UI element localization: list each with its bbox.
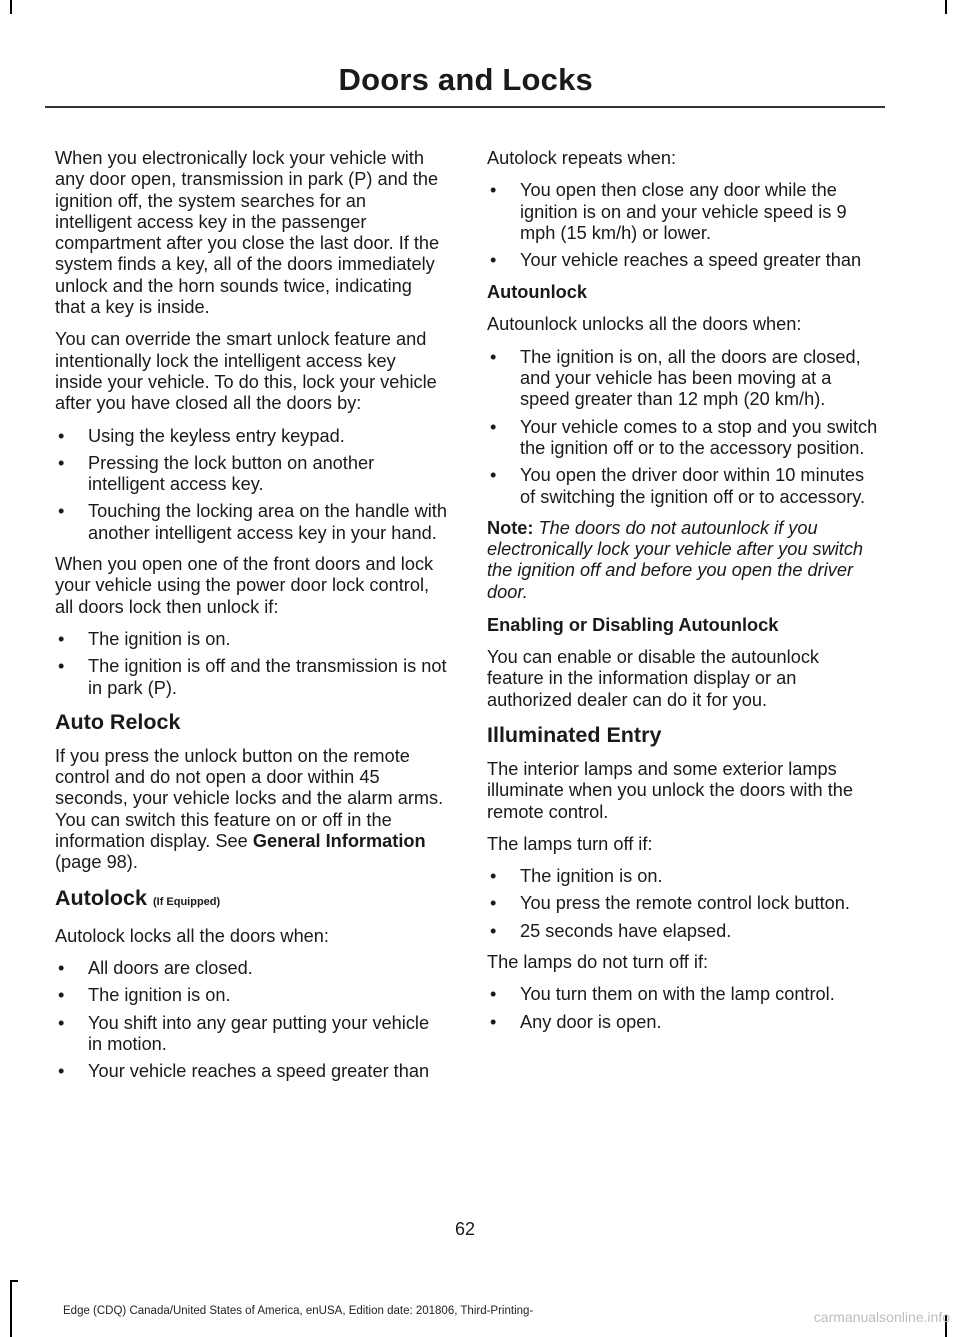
heading-qualifier: (If Equipped) [152, 895, 221, 908]
list-item: • All doors are closed. [55, 958, 447, 979]
list-item: • Using the keyless entry keypad. [55, 426, 447, 447]
list-item: • You open the driver door within 10 minutes of switching the ignition off or to accessory. [487, 465, 879, 508]
section-heading-illuminated-entry: Illuminated Entry [487, 722, 662, 747]
bullet-list [55, 426, 447, 544]
list-item: • Pressing the lock button on another intelligent access key. [55, 453, 447, 496]
list-item: • Your vehicle reaches a speed greater than [55, 1061, 447, 1082]
cross-reference-link[interactable]: General Information [252, 831, 426, 852]
bullet-list [487, 347, 879, 508]
list-item: • Any door is open. [487, 1012, 879, 1033]
list-item: • The ignition is on. [55, 629, 447, 650]
paragraph-text: If you press the unlock button on the remote control and do not open a door within 45 seconds, your vehicle locks and the alarm arms. You can switch this feature on or off in the information display. See [55, 745, 444, 852]
crop-mark [945, 0, 947, 14]
paragraph: The lamps do not turn off if: [487, 952, 709, 973]
section-heading-enabling-autounlock: Enabling or Disabling Autounlock [487, 615, 779, 636]
watermark: carmanualsonline.info [813, 1309, 950, 1325]
list-item: • The ignition is on. [55, 985, 447, 1006]
heading-text: Autolock [55, 885, 147, 910]
list-item: • The ignition is on, all the doors are closed, and your vehicle has been moving at a speed greater than 12 mph (20 km/h). [487, 347, 879, 411]
list-item: • You open then close any door while the ignition is on and your vehicle speed is 9 mph (15 km/h) or lower. [487, 180, 879, 244]
paragraph: Autolock repeats when: [487, 148, 677, 168]
section-heading-auto-relock: Auto Relock [55, 709, 181, 734]
crop-mark [10, 0, 12, 14]
bullet-list [55, 958, 447, 1082]
paragraph: The interior lamps and some exterior lamps illuminate when you unlock the doors with the remote control. [487, 758, 853, 822]
paragraph: Autolock locks all the doors when: [55, 925, 329, 946]
list-item: • You press the remote control lock button. [487, 893, 879, 914]
list-item: • Your vehicle reaches a speed greater than [487, 250, 879, 271]
list-item: • You shift into any gear putting your vehicle in motion. [55, 1013, 447, 1056]
crop-mark [10, 1280, 18, 1282]
bullet-list [55, 629, 447, 699]
bullet-list [487, 984, 879, 1033]
paragraph: You can override the smart unlock feature and intentionally lock the intelligent access key inside your vehicle. To do this, lock your vehicle after you have closed all the doors by: [55, 329, 437, 414]
left-column [55, 148, 447, 1092]
list-item: • Your vehicle comes to a stop and you switch the ignition off or to the accessory position. [487, 417, 879, 460]
note-text: The doors do not autounlock if you electronically lock your vehicle after you switch the ignition off and before you open the driver door. [487, 517, 864, 602]
list-item: • The ignition is on. [487, 866, 879, 887]
crop-mark [10, 1280, 12, 1337]
paragraph: Autounlock unlocks all the doors when: [487, 314, 802, 335]
list-item: • The ignition is off and the transmission is not in park (P). [55, 656, 447, 699]
list-item: • You turn them on with the lamp control. [487, 984, 879, 1005]
paragraph: When you open one of the front doors and lock your vehicle using the power door lock control, all doors lock then unlock if: [55, 554, 434, 617]
page-title: Doors and Locks [338, 62, 593, 97]
bullet-list [487, 180, 879, 271]
header-rule [45, 106, 885, 108]
page-number: 62 [454, 1219, 476, 1239]
right-column [487, 148, 879, 1043]
bullet-list [487, 866, 879, 942]
list-item: • 25 seconds have elapsed. [487, 921, 879, 942]
paragraph: When you electronically lock your vehicle with any door open, transmission in park (P) and the ignition off, the system searches for an intelligent access key in the passenger compartment after you close the last door. If the system finds a key, all of the doors immediately unlock and the horn sounds twice, indicating that a key is inside. [55, 148, 440, 318]
note [487, 518, 879, 603]
paragraph: The lamps turn off if: [487, 833, 653, 854]
paragraph: You can enable or disable the autounlock feature in the information display or an authorized dealer can do it for you. [487, 647, 820, 710]
paragraph [55, 746, 447, 874]
section-heading-autolock [55, 885, 447, 915]
page-reference: (page 98). [55, 852, 138, 873]
list-item: • Touching the locking area on the handle with another intelligent access key in your hand. [55, 501, 447, 544]
note-label: Note: [487, 517, 534, 538]
edition-footer: Edge (CDQ) Canada/United States of America, enUSA, Edition date: 201806, Third-Printing- [63, 1305, 534, 1317]
section-heading-autounlock: Autounlock [487, 282, 588, 303]
